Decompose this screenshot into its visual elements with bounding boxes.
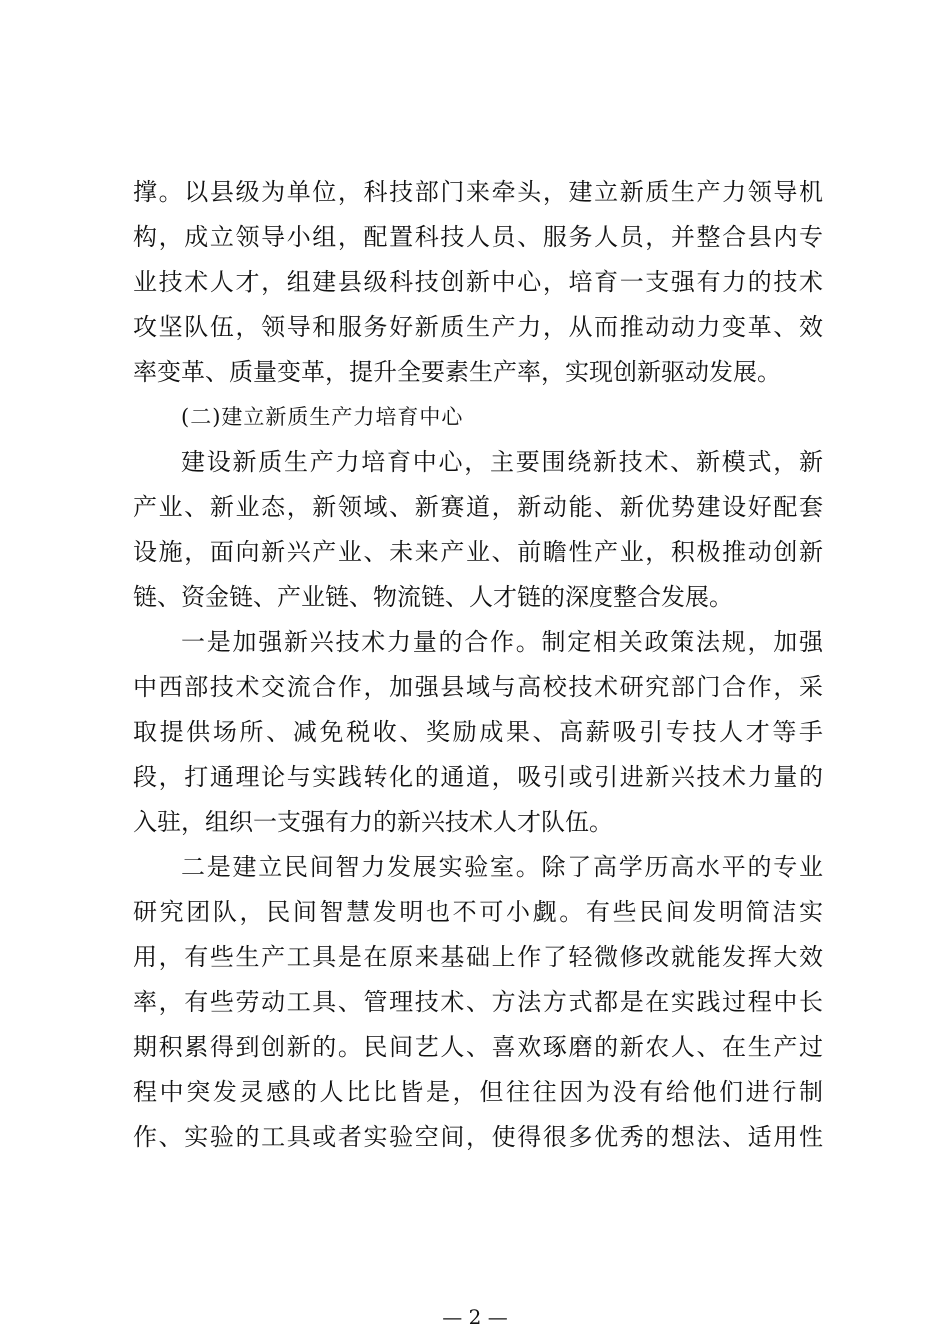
text-line: 段，打通理论与实践转化的通道，吸引或引进新兴技术力量的 [133,763,823,791]
body-text [133,170,823,1160]
text-line: 程中突发灵感的人比比皆是，但往往因为没有给他们进行制 [133,1078,823,1106]
text-line: 研究团队，民间智慧发明也不可小觑。有些民间发明简洁实 [133,898,823,926]
text-line: 取提供场所、减免税收、奖励成果、高薪吸引专技人才等手 [133,718,823,746]
text-line: 产业、新业态，新领域、新赛道，新动能、新优势建设好配套 [133,493,823,521]
text-line: 业技术人才，组建县级科技创新中心，培育一支强有力的技术 [133,268,823,296]
text-line: 构，成立领导小组，配置科技人员、服务人员，并整合县内专 [133,223,823,251]
text-line: 撑。以县级为单位，科技部门来牵头，建立新质生产力领导机 [133,178,823,206]
text-line: 用，有些生产工具是在原来基础上作了轻微修改就能发挥大效 [133,943,823,971]
text-line: 率，有些劳动工具、管理技术、方法方式都是在实践过程中长 [133,988,823,1016]
text-line: 期积累得到创新的。民间艺人、喜欢琢磨的新农人、在生产过 [133,1033,823,1061]
text-line: 设施，面向新兴产业、未来产业、前瞻性产业，积极推动创新 [133,538,823,566]
text-line: 攻坚队伍，领导和服务好新质生产力，从而推动动力变革、效 [133,313,823,341]
text-line: 率变革、质量变革，提升全要素生产率，实现创新驱动发展。 [133,358,781,386]
section-heading: (二)建立新质生产力培育中心 [181,405,464,429]
text-line: 一是加强新兴技术力量的合作。制定相关政策法规，加强 [181,628,823,656]
text-line: 作、实验的工具或者实验空间，使得很多优秀的想法、适用性 [133,1123,823,1151]
text-line: 二是建立民间智力发展实验室。除了高学历高水平的专业 [181,853,823,881]
text-line: 中西部技术交流合作，加强县域与高校技术研究部门合作，采 [133,673,823,701]
text-line: 建设新质生产力培育中心，主要围绕新技术、新模式，新 [181,448,823,476]
text-line: 入驻，组织一支强有力的新兴技术人才队伍。 [133,808,613,836]
page-number: — 2 — [442,1305,508,1329]
text-line: 链、资金链、产业链、物流链、人才链的深度整合发展。 [133,583,733,611]
